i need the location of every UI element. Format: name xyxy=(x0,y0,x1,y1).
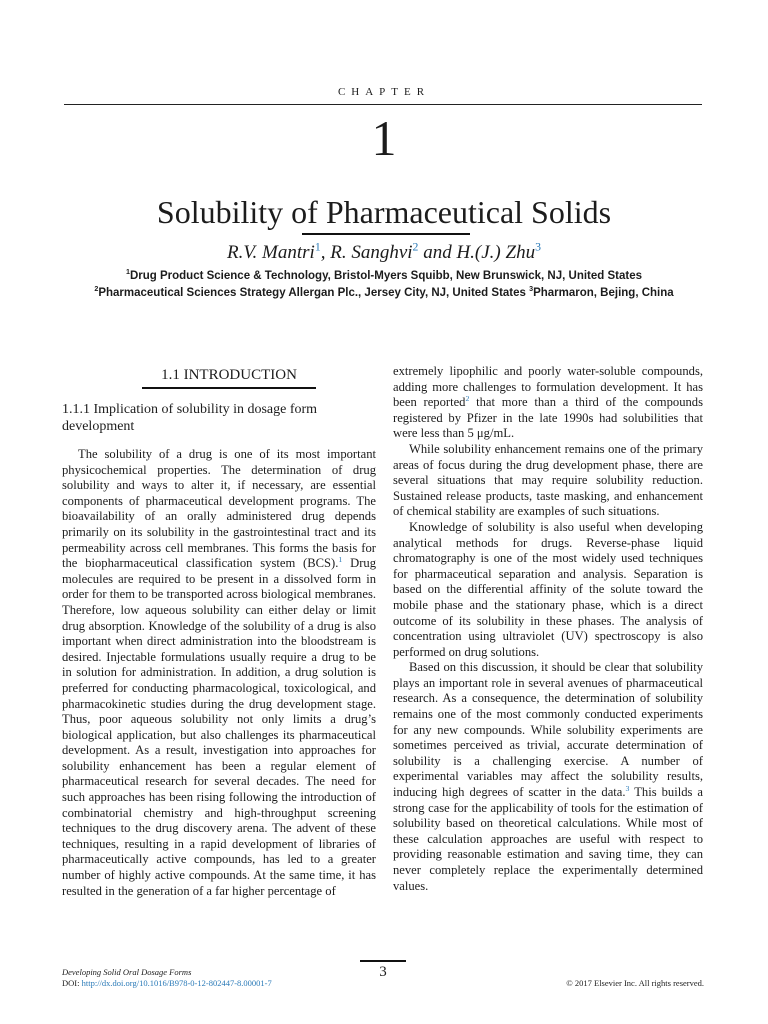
chapter-number: 1 xyxy=(371,110,397,166)
doi-label: DOI: xyxy=(62,978,82,988)
paragraph-text: Drug molecules are required to be present in a dissolved form in order for them to be transported across biological membranes. Therefore, low aqueous solubility can either delay or limit drug absorption. Knowledge of the solubility of a drug is also important when direct administration into the bloodstream is desired. Injectable formulations usually require a drug to be in solution for administration. In addition, a drug solution is preferred for conducting pharmacological, toxicological, and pharmacokinetic studies during the drug development stage. Thus, poor aqueous solubility not only limits a drug’s biological application, but also challenges its pharmaceutical development. As a result, investigation into approaches for solubility enhancement has been a regular element of pharmaceutical research for several decades. The need for such approaches has been rising following the introduction of combinatorial chemistry and high-throughput screening techniques to the drug discovery arena. The advent of these techniques, resulting in a rapid development of libraries of pharmaceutically active compounds, has led to a greater number of highly active compounds. At the same time, it has resulted in the generation of a far higher percentage of xyxy=(62,556,377,898)
author-name: R. Sanghvi xyxy=(330,242,413,263)
copyright: © 2017 Elsevier Inc. All rights reserved. xyxy=(566,978,704,988)
affiliation-marker: 3 xyxy=(529,285,534,294)
author-affiliation-ref[interactable]: 1 xyxy=(314,240,321,254)
doi-link[interactable]: http://dx.doi.org/10.1016/B978-0-12-802447-8.00001-7 xyxy=(81,978,272,988)
chapter-title: Solubility of Pharmaceutical Solids xyxy=(156,194,612,230)
affiliation-text: Pharmaron, Bejing, China xyxy=(533,287,674,299)
paragraph-text: The solubility of a drug is one of its most important physicochemical properties. The determination of drug solubility and ways to alter it, if necessary, are essential components of pharmaceutical development programs. The bioavailability of an orally administered drug depends primarily on its solubility in the gastrointestinal tract and its permeability across cell membranes. This forms the basis for the biopharmaceutical classification system (BCS). xyxy=(62,447,376,571)
author-separator: , xyxy=(320,242,331,263)
paragraph-text: Based on this discussion, it should be clear that solubility plays an important role in several avenues of pharmaceutical research. As a consequence, the determination of solubility remains one of the most commonly conducted experiments for any new compounds. While solubility experiments are sometimes perceived as trivial, accurate determination of solubility is a challenging exercise. A number of experimental variables may affect the solubility results, inducing high degrees of scatter in the data. xyxy=(393,660,703,800)
affiliations xyxy=(80,268,688,302)
body-paragraph xyxy=(393,364,703,442)
page-number: 3 xyxy=(379,964,387,980)
citation-link[interactable]: 1 xyxy=(338,554,343,564)
author-name: R.V. Mantri xyxy=(227,242,315,263)
chapter-rule xyxy=(64,104,702,105)
right-column xyxy=(393,364,703,894)
body-paragraph: Knowledge of solubility is also useful when developing analytical methods for drugs. Reverse-phase liquid chromatography is one of the most widely used techniques for pharmaceutical separation and analysis. Separation is based on the differential affinity of the solute toward the mobile phase and the stationary phase, which is a direct outcome of its solubility in these phases. The analysis of concentration using ultraviolet (UV) spectroscopy is also performed on drug solutions. xyxy=(393,519,703,659)
body-paragraph xyxy=(393,660,703,894)
citation-link[interactable]: 2 xyxy=(465,394,470,403)
author-affiliation-ref[interactable]: 2 xyxy=(412,240,419,254)
paragraph-text: This builds a strong case for the applicability of tools for the estimation of solubility based on theoretical calculations. While most of these calculation approaches are useful with respect to providing reasonable estimation and saving time, they can never completely replace the experimentally determined values. xyxy=(393,785,703,893)
affiliation-marker: 1 xyxy=(125,268,130,277)
author-separator: and xyxy=(418,242,457,263)
affiliation-text: Pharmaceutical Sciences Strategy Allergan Plc., Jersey City, NJ, United States xyxy=(98,287,530,299)
section-heading: 1.1 INTRODUCTION xyxy=(142,366,316,389)
paragraph-text: that more than a third of the compounds registered by Pfizer in the late 1990s had solubilities that were less than 5 μg/mL. xyxy=(393,395,703,441)
affiliation-marker: 2 xyxy=(94,285,99,294)
paragraph-text: extremely lipophilic and poorly water-soluble compounds, adding more challenges to formulation development. It has been reported xyxy=(393,364,703,410)
doi xyxy=(62,978,272,988)
title-rule xyxy=(302,233,470,235)
subsection-heading: 1.1.1 Implication of solubility in dosage form development xyxy=(62,402,318,434)
body-paragraph xyxy=(62,447,376,899)
author-list xyxy=(0,240,768,266)
affiliation-text: Drug Product Science & Technology, Bristol-Myers Squibb, New Brunswick, NJ, United States xyxy=(129,270,643,282)
body-paragraph: While solubility enhancement remains one of the primary areas of focus during the drug development phase, there are several situations that may require solubility reduction. Sustained release products, taste masking, and enhancement of chemical stability are examples of such situations. xyxy=(393,441,703,519)
citation-link[interactable]: 3 xyxy=(625,783,630,793)
author-name: H.(J.) Zhu xyxy=(456,242,536,263)
chapter-label: CHAPTER xyxy=(337,86,431,98)
footer-rule xyxy=(360,960,406,962)
left-column xyxy=(62,366,376,899)
book-title: Developing Solid Oral Dosage Forms xyxy=(62,967,192,977)
author-affiliation-ref[interactable]: 3 xyxy=(535,240,541,254)
